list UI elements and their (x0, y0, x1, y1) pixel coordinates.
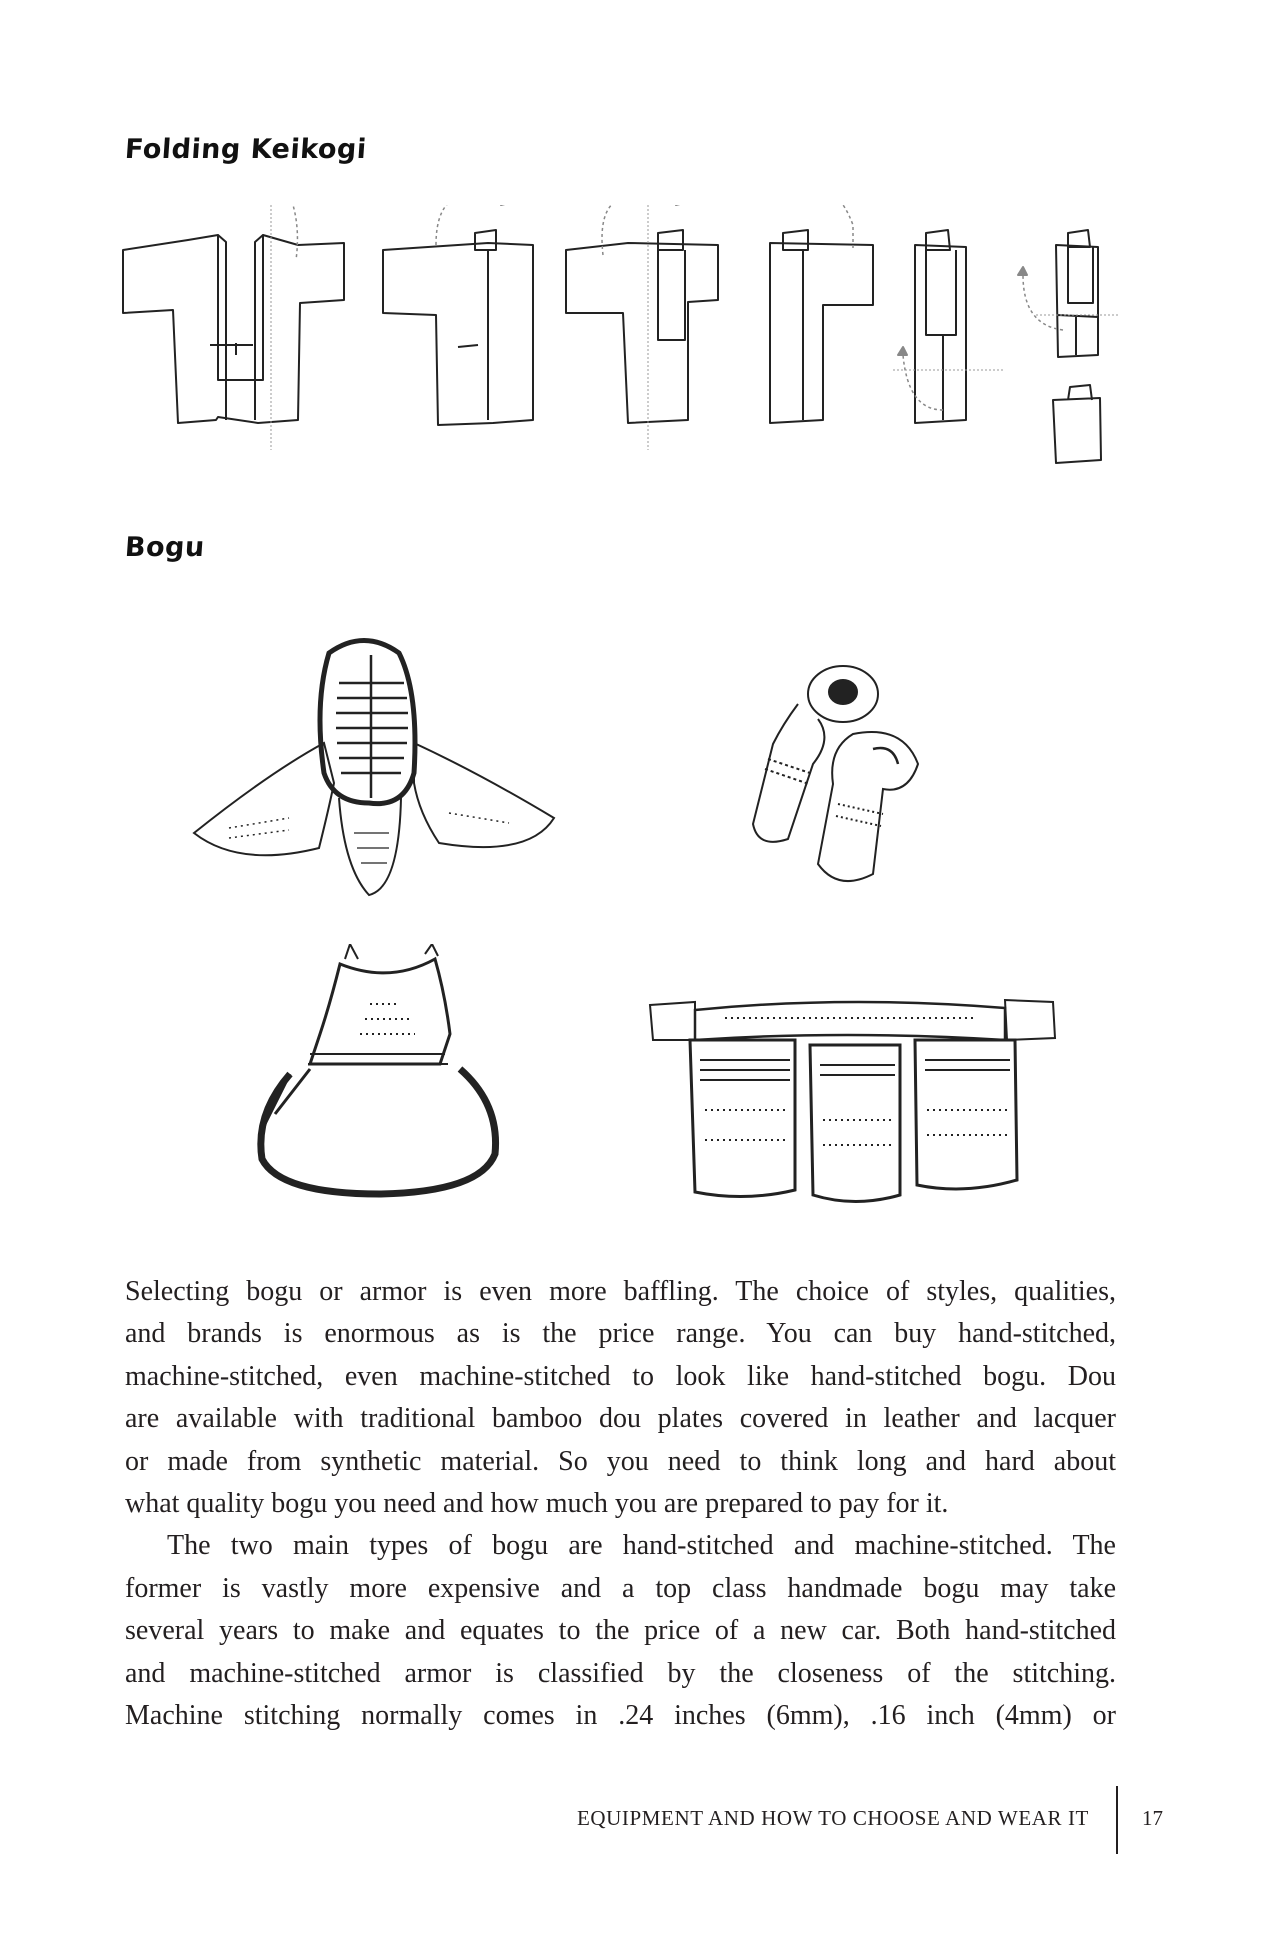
paragraph-2 (125, 1525, 1116, 1737)
text-line: former is vastly more expensive and a top class handmade bogu may take (125, 1572, 1116, 1604)
body-text (125, 1271, 1116, 1737)
section-heading-bogu: Bogu (123, 532, 206, 563)
page-number: 17 (1142, 1806, 1163, 1830)
text-line: and machine-stitched armor is classified by the closeness of the stitching. (125, 1657, 1116, 1689)
do-chest-protector-illustration (250, 944, 508, 1209)
keikogi-step-4 (770, 205, 873, 423)
footer-divider (1116, 1786, 1118, 1854)
keikogi-step-3 (566, 205, 718, 450)
text-line: are available with traditional bamboo dou plates covered in leather and lacquer (125, 1403, 1116, 1435)
paragraph-1 (125, 1271, 1116, 1525)
keikogi-step-1 (123, 205, 344, 450)
text-line: The two main types of bogu are hand-stitched and machine-stitched. The (167, 1530, 1116, 1562)
text-line: machine-stitched, even machine-stitched to look like hand-stitched bogu. Dou (125, 1360, 1116, 1392)
keikogi-step-5 (893, 230, 1003, 423)
text-line: Selecting bogu or armor is even more baffling. The choice of styles, qualities, (125, 1276, 1116, 1307)
text-line: Machine stitching normally comes in .24 inches (6mm), .16 inch (4mm) or (125, 1700, 1116, 1732)
running-footer-title: EQUIPMENT AND HOW TO CHOOSE AND WEAR IT (576, 1806, 1089, 1830)
text-line: or made from synthetic material. So you need to think long and hard about (125, 1445, 1116, 1477)
keikogi-step-6 (1018, 230, 1118, 463)
text-line: several years to make and equates to the price of a new car. Both hand-stitched (125, 1615, 1116, 1647)
text-line: and brands is enormous as is the price range. You can buy hand-stitched, (125, 1318, 1116, 1350)
kote-gloves-illustration (743, 664, 953, 892)
keikogi-step-2 (383, 205, 533, 425)
men-helmet-illustration (189, 633, 564, 905)
tare-waist-protector-illustration (645, 980, 1060, 1210)
text-line: what quality bogu you need and how much you are prepared to pay for it. (125, 1488, 949, 1520)
section-heading-folding-keikogi: Folding Keikogi (123, 134, 368, 165)
keikogi-folding-diagram (118, 205, 1128, 470)
